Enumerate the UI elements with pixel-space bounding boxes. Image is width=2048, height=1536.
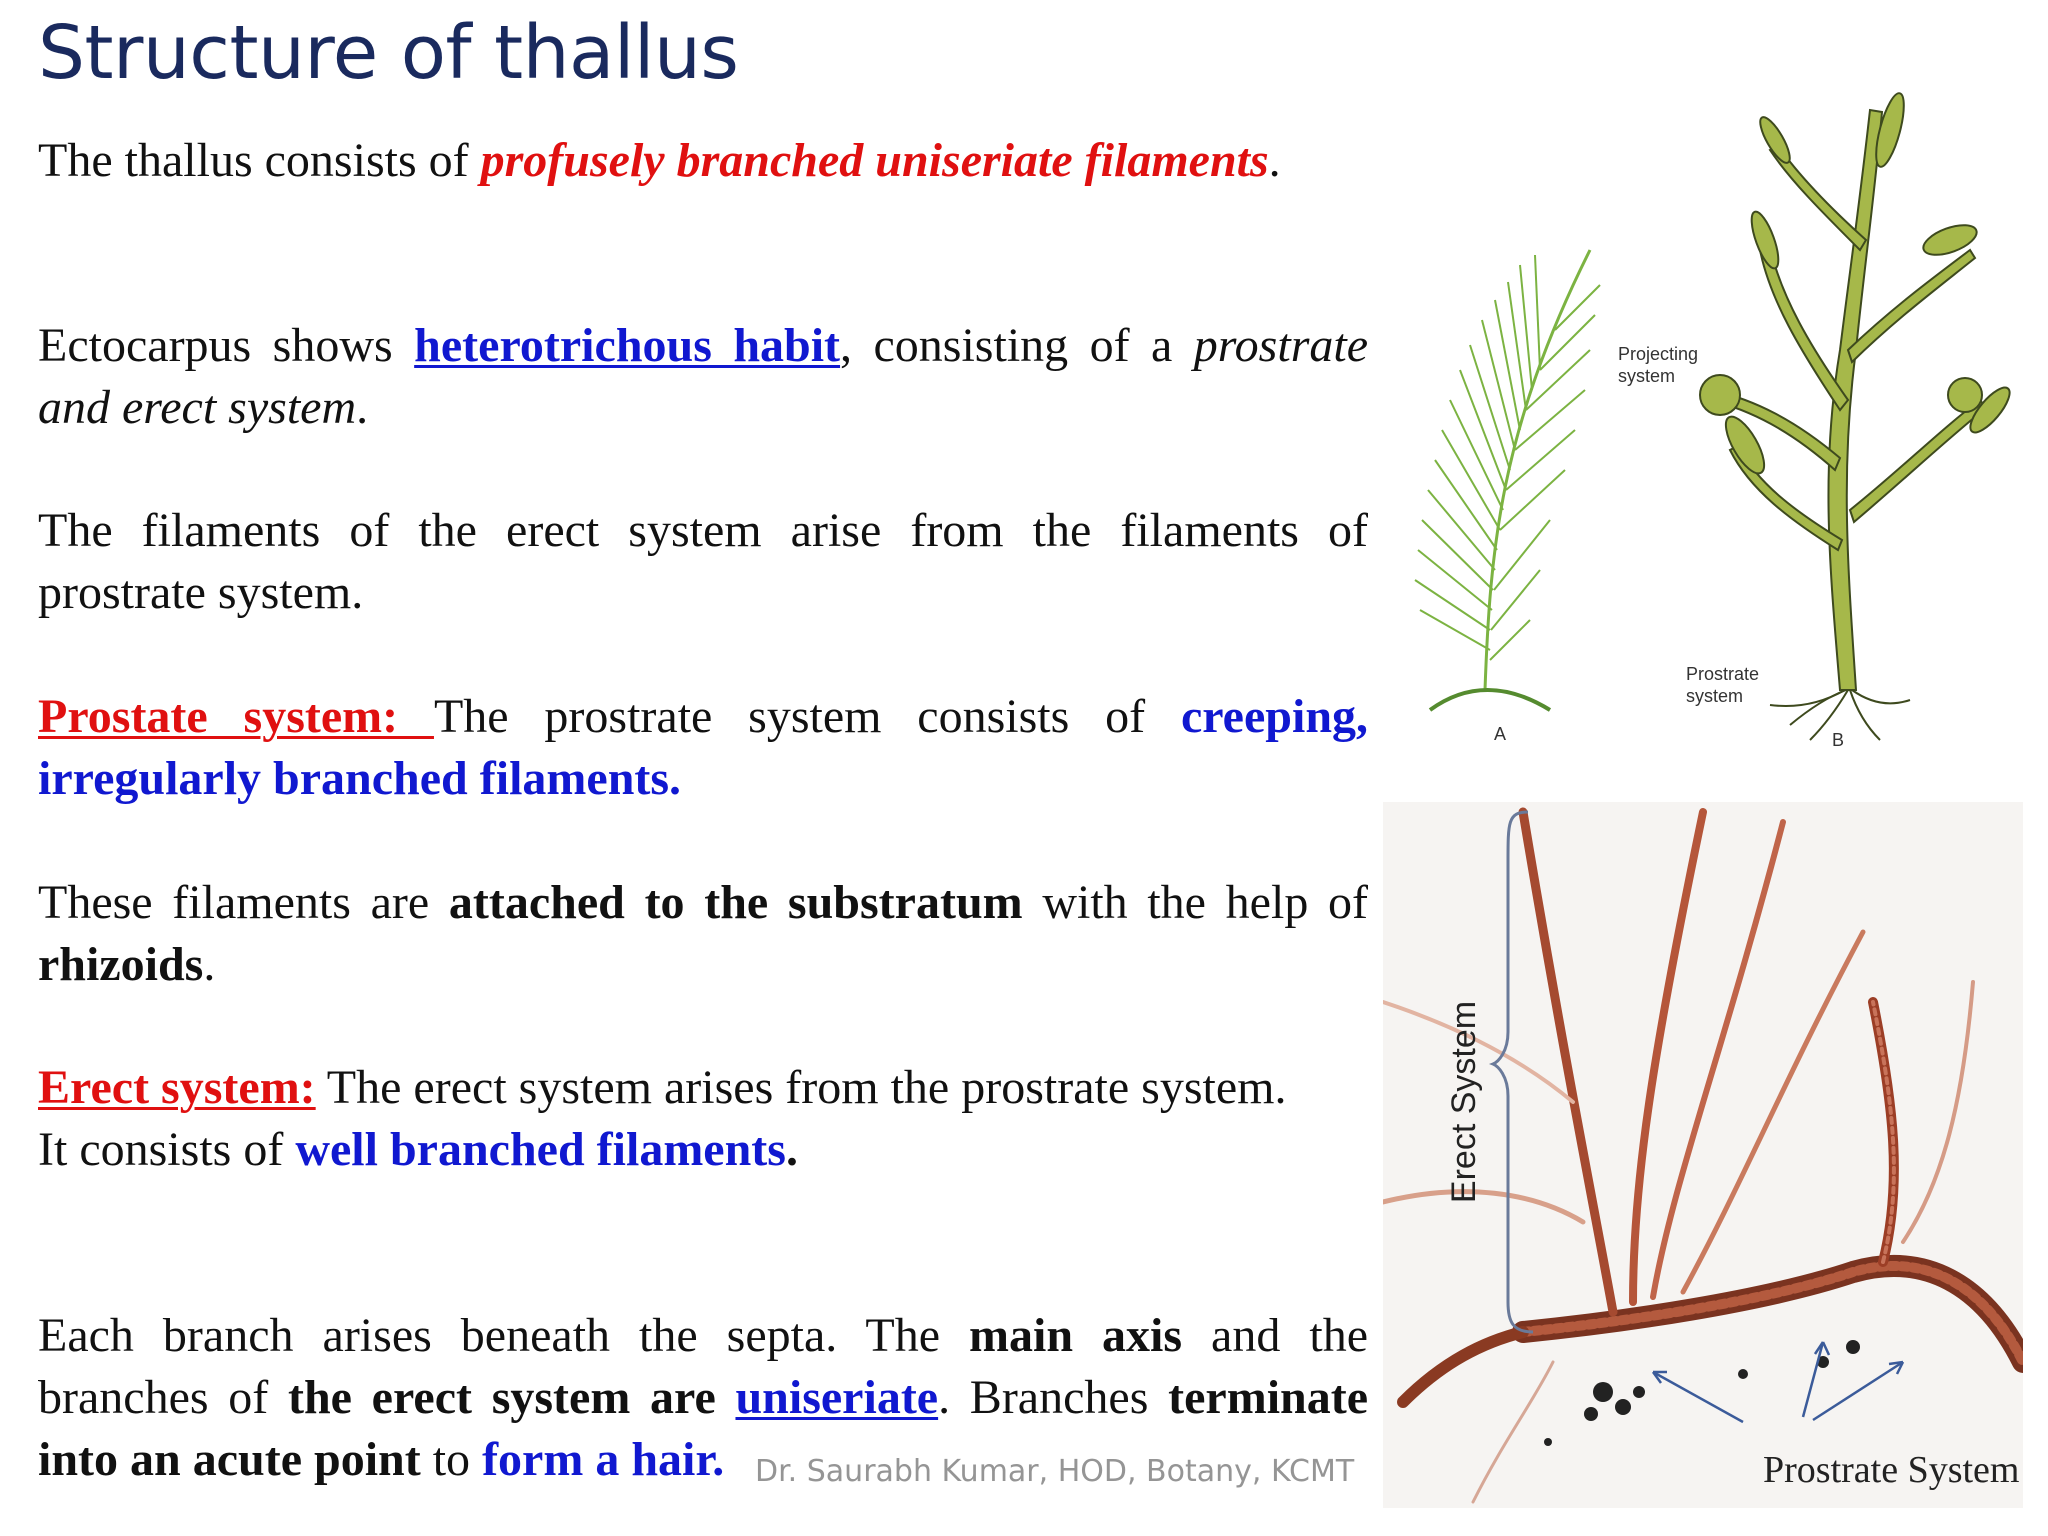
footer-credit: Dr. Saurabh Kumar, HOD, Botany, KCMT (755, 1454, 1355, 1489)
plant-b-illustration (1700, 91, 2016, 690)
p4-t3: creeping, irregularly branched filaments. (38, 690, 1369, 805)
prostate-system-heading: Prostate system: (38, 690, 434, 743)
p3-t1: The filaments of the erect system arise from the filaments of prostrate system. (38, 504, 1368, 619)
p2-t3: , consisting of a (840, 319, 1194, 372)
label-prostrate-system-photo: Prostrate System (1763, 1449, 2020, 1491)
p6-t5: . (785, 1123, 798, 1176)
p6-t3: It consists of (38, 1123, 296, 1176)
p5-t1: These filaments are (38, 876, 449, 929)
paragraph-substratum (38, 872, 1368, 996)
p5-t4: rhizoids (38, 938, 204, 991)
ectocarpus-photo-figure (1383, 802, 2023, 1508)
figure-label-a: A (1493, 724, 1507, 744)
p6-t2: The erect system arises from the prostrate system. (315, 1061, 1287, 1114)
slide-title: Structure of thallus (38, 10, 739, 96)
ectocarpus-drawing-figure (1390, 50, 2040, 770)
figure-label-b: B (1831, 730, 1845, 750)
erect-system-heading: Erect system: (38, 1061, 316, 1114)
p2-t4: prostrate and erect system (38, 319, 1369, 434)
label-prostrate-system-2: system (1686, 686, 1744, 706)
p7-t9: to (420, 1433, 483, 1486)
label-projecting-system-2: system (1618, 366, 1676, 386)
p5-t5: . (203, 938, 216, 991)
p5-t2: attached to the substratum (448, 876, 1023, 929)
paragraph-filaments (38, 500, 1368, 624)
p2-t5: . (356, 381, 369, 434)
p7-t1: Each branch arises beneath the septa. The (38, 1309, 970, 1362)
plant-a-illustration (1415, 250, 1600, 710)
p2-t1: Ectocarpus shows (38, 319, 415, 372)
p1-highlight: profusely branched uniseriate filaments (480, 134, 1269, 187)
paragraph-prostate-system (38, 686, 1368, 810)
p7-t3: and the branches of (38, 1309, 1368, 1424)
p6-t4: well branched filaments (295, 1123, 786, 1176)
paragraph-thallus (38, 130, 1368, 192)
p1-t1: The thallus consists of (38, 134, 481, 187)
paragraph-heterotrichous (38, 315, 1368, 439)
p5-t3: with the help of (1022, 876, 1368, 929)
p7-t5 (716, 1371, 736, 1424)
p7-t7: . Branches (938, 1371, 1169, 1424)
label-prostrate-system: Prostrate (1686, 664, 1760, 684)
p7-t2: main axis (969, 1309, 1183, 1362)
label-erect-system: Erect System (1445, 1000, 1483, 1204)
uniseriate-link[interactable]: uniseriate (735, 1371, 939, 1424)
label-projecting-system: Projecting (1618, 344, 1699, 364)
p7-t4: the erect system are (287, 1371, 716, 1424)
paragraph-erect-system (38, 1057, 1368, 1181)
p7-t8: terminate into an acute point (38, 1371, 1369, 1486)
p7-t10: form a hair. (482, 1433, 725, 1486)
p1-t3: . (1268, 134, 1281, 187)
heterotrichous-link[interactable]: heterotrichous habit (414, 319, 841, 372)
p4-t2: The prostrate system consists of (433, 690, 1181, 743)
